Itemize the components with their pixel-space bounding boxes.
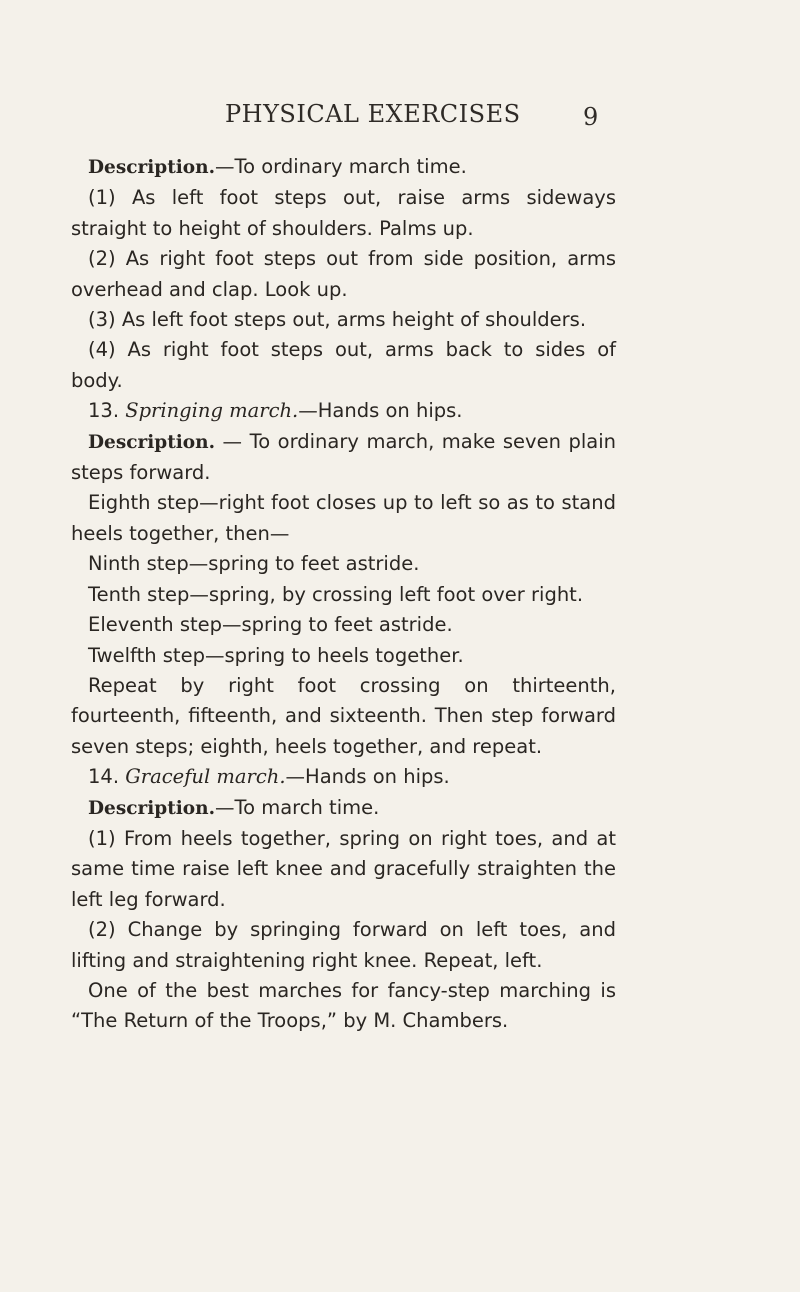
paragraph-text: (2) As right foot steps out from side position, arms overhead and clap. Look up. [71,247,616,301]
body-text [71,152,616,1037]
section-title: Springing march. [125,399,299,423]
paragraph-text: —Hands on hips. [298,399,463,423]
paragraph-text: Ninth step—spring to feet astride. [88,552,420,576]
paragraph-text: — To ordinary march, make seven plain steps forward. [71,429,616,485]
paragraph-text: One of the best marches for fancy-step marching is “The Return of the Troops,” by M. Chambers. [71,978,616,1033]
paragraph-description-2 [71,427,616,489]
paragraph-ninth-step [71,549,616,579]
paragraph-text: (2) Change by springing forward on left toes, and lifting and straightening right knee. Repeat, left. [71,918,616,972]
paragraph-eighth-step [71,488,616,549]
paragraph-text: Repeat by right foot crossing on thirteenth, fourteenth, fifteenth, and sixteenth. Then step forward seven steps; eighth, heels together, and repeat. [71,673,616,758]
section-number: 13. [88,399,120,423]
running-title: PHYSICAL EXERCISES [225,100,521,128]
paragraph-text: Eleventh step—spring to feet astride. [88,613,453,637]
section-title: Graceful march. [125,765,286,789]
paragraph-text: Twelfth step—spring to heels together. [88,643,464,667]
paragraph-description-1 [71,152,616,183]
paragraph-twelfth-step [71,641,616,671]
paragraph-step-2 [71,244,616,305]
paragraph-closing-note [71,976,616,1037]
section-14-graceful-march [71,762,616,792]
paragraph-tenth-step [71,580,616,610]
paragraph-step-1 [71,183,616,244]
section-13-springing-march [71,396,616,426]
paragraph-text: —To march time. [215,795,380,819]
paragraph-text: (1) From heels together, spring on right toes, and at same time raise left knee and gracefully straighten the left leg forward. [71,826,616,911]
paragraph-text: (3) As left foot steps out, arms height of shoulders. [88,308,587,332]
running-head [0,100,800,140]
page-number: 9 [583,103,599,131]
paragraph-text: (1) As left foot steps out, raise arms sideways straight to height of shoulders. Palms up. [71,186,616,240]
paragraph-text: Tenth step—spring, by crossing left foot over right. [88,582,584,606]
paragraph-step-3 [71,305,616,335]
description-heading: Description. [88,431,216,453]
paragraph-text: —Hands on hips. [285,765,450,789]
description-heading: Description. [88,797,216,819]
description-heading: Description. [88,157,216,178]
paragraph-eleventh-step [71,610,616,640]
paragraph-text: (4) As right foot steps out, arms back to sides of body. [71,338,616,392]
paragraph-description-3 [71,793,616,824]
paragraph-graceful-step-1 [71,824,616,915]
paragraph-graceful-step-2 [71,915,616,976]
paragraph-step-4 [71,335,616,396]
section-number: 14. [88,765,120,789]
paragraph-repeat [71,671,616,762]
paragraph-text: —To ordinary march time. [215,155,467,178]
paragraph-text: Eighth step—right foot closes up to left so as to stand heels together, then— [71,491,616,545]
